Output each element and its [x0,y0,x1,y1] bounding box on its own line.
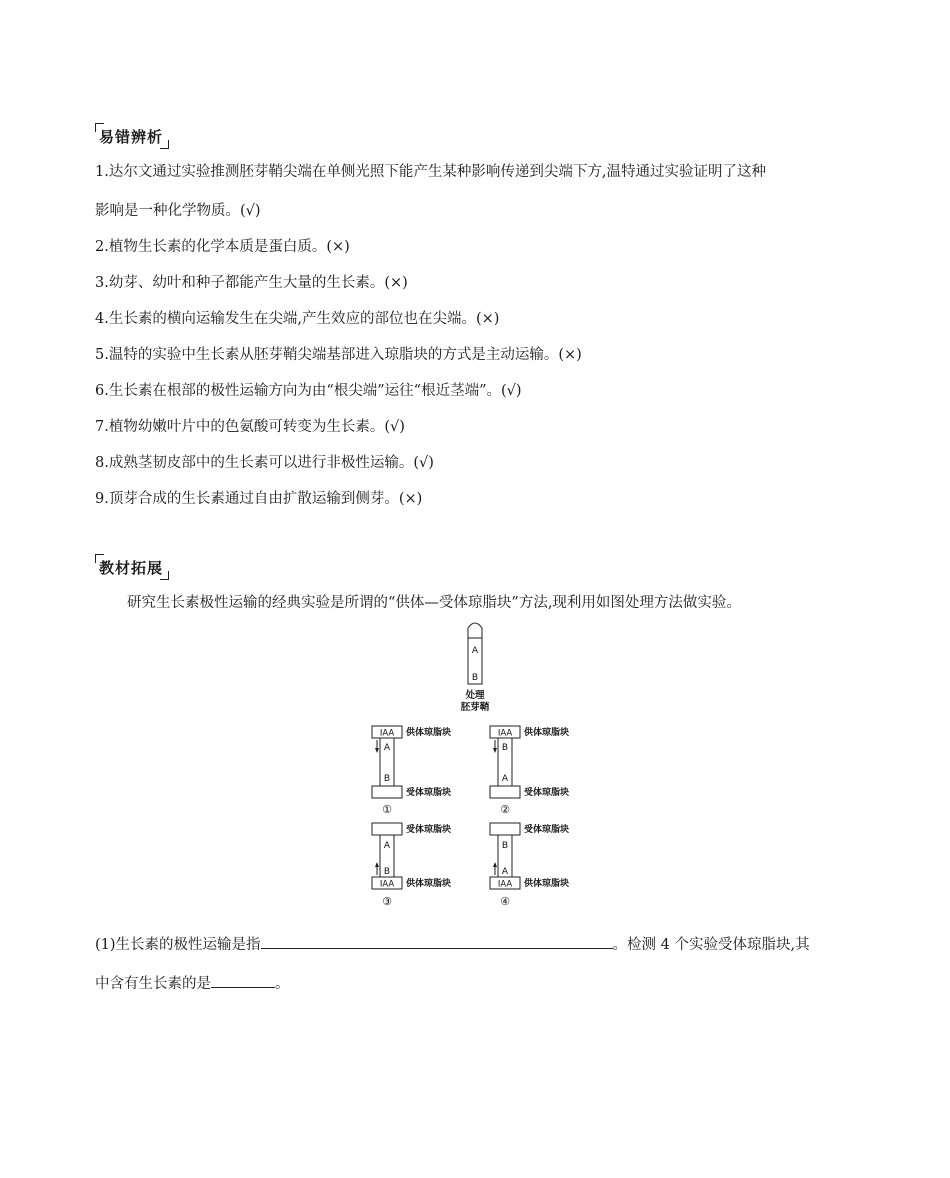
statement-line: 6.生长素在根部的极性运输方向为由“根尖端”运往“根近茎端”。(√) [95,383,522,399]
receiver-block-2 [490,786,520,798]
statement-line: 1.达尔文通过实验推测胚芽鞘尖端在单侧光照下能产生某种影响传递到尖端下方,温特通过实验证明了这种 [95,164,766,180]
question-line-1 [95,933,810,954]
experiment-number: ② [500,803,510,816]
section-title-textbook-extension [95,554,169,580]
question-prefix: (1)生长素的极性运输是指 [95,937,261,953]
iaa-label: IAA [497,728,513,739]
donor-label: 供体琼脂块 [524,728,570,738]
figure-caption-1: 处理 [465,690,485,701]
question-suffix: 。 [275,976,290,992]
experiment-number: ① [382,803,392,816]
arrow-down-icon [375,748,379,753]
label-b: B [471,673,479,683]
figure-caption-2: 胚芽鞘 [460,702,490,713]
iaa-label: IAA [497,879,513,890]
donor-label: 供体琼脂块 [406,728,452,738]
segment-label-a: A [383,743,391,753]
donor-label: 供体琼脂块 [524,879,570,889]
iaa-label: IAA [379,728,395,739]
statement-line: 8.成熟茎韧皮部中的生长素可以进行非极性运输。(√) [95,455,434,471]
arrow-up-icon [493,862,497,867]
statement-line: 3.幼芽、幼叶和种子都能产生大量的生长素。(×) [95,275,408,291]
arrow-up-icon [375,862,379,867]
statement-line: 5.温特的实验中生长素从胚芽鞘尖端基部进入琼脂块的方式是主动运输。(×) [95,347,582,363]
section-title-common-mistakes [95,123,169,149]
segment-label-a: A [383,841,391,851]
experiment-number: ③ [382,895,392,908]
question-suffix: 。检测 4 个实验受体琼脂块,其 [612,937,810,953]
answer-blank-2[interactable] [211,973,275,988]
donor-label: 供体琼脂块 [406,879,452,889]
receiver-block-3 [372,823,402,835]
receiver-block-4 [490,823,520,835]
segment-label-b: B [501,841,509,851]
receiver-label: 受体琼脂块 [524,788,570,798]
segment-label-a: A [501,774,509,784]
section-title-text: 易错辨析 [99,128,164,146]
receiver-label: 受体琼脂块 [406,825,452,835]
intro-paragraph: 研究生长素极性运输的经典实验是所谓的“供体—受体琼脂块”方法,现利用如图处理方法做实验。 [127,595,741,611]
coleoptile-tip [468,623,482,638]
receiver-label: 受体琼脂块 [524,825,570,835]
segment-label-b: B [383,867,391,877]
segment-label-b: B [501,743,509,753]
segment-label-a: A [501,867,509,877]
receiver-block-1 [372,786,402,798]
section-title-text: 教材拓展 [99,559,164,577]
segment-label-b: B [383,774,391,784]
experiment-diagram [360,618,590,913]
experiment-number: ④ [500,895,510,908]
question-prefix: 中含有生长素的是 [95,976,211,992]
statement-line: 7.植物幼嫩叶片中的色氨酸可转变为生长素。(√) [95,419,405,435]
question-line-2 [95,972,290,993]
iaa-label: IAA [379,879,395,890]
label-a: A [471,646,479,656]
statement-line: 9.顶芽合成的生长素通过自由扩散运输到侧芽。(×) [95,491,423,507]
statement-line: 影响是一种化学物质。(√) [95,203,261,219]
arrow-down-icon [493,748,497,753]
receiver-label: 受体琼脂块 [406,788,452,798]
answer-blank-1[interactable] [261,934,613,949]
statement-line: 2.植物生长素的化学本质是蛋白质。(×) [95,239,350,255]
statement-line: 4.生长素的横向运输发生在尖端,产生效应的部位也在尖端。(×) [95,311,500,327]
